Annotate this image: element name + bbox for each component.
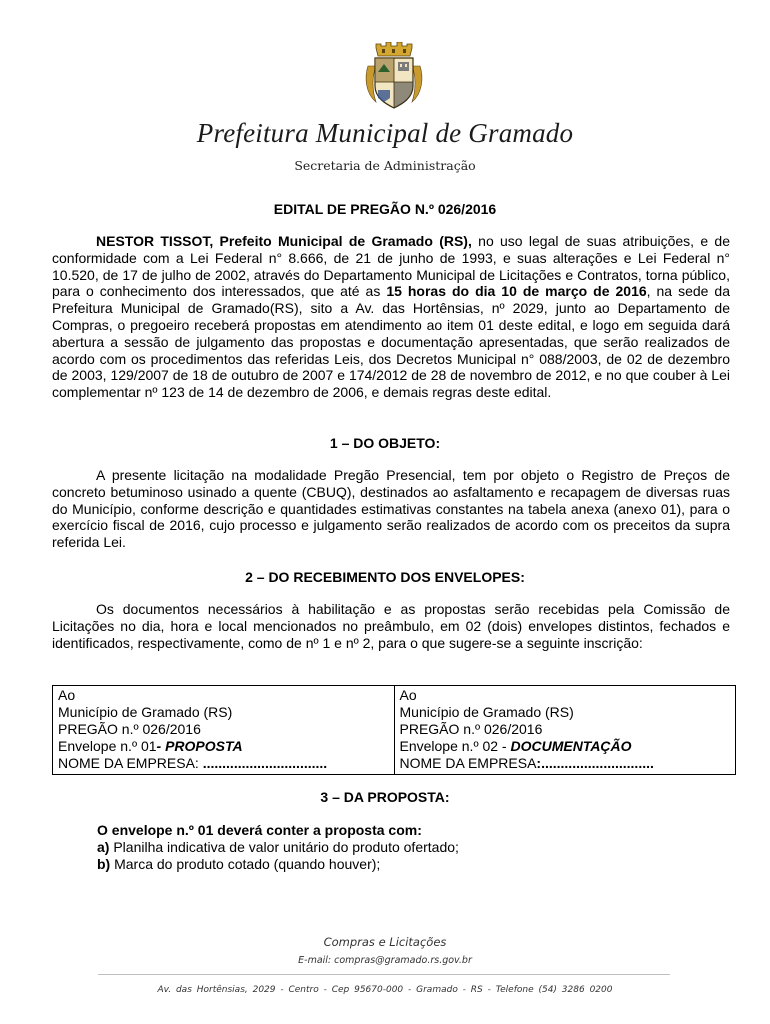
envelope-label-prefix: Envelope n.º 02 -	[399, 738, 511, 754]
envelope-inscription-table	[52, 685, 736, 775]
intro-bold-time: 15 horas do dia 10 de março de 2016	[386, 283, 647, 300]
list-item	[97, 856, 717, 873]
list-marker: a)	[97, 838, 110, 855]
envelope-cell-documentacao	[394, 686, 736, 775]
envelope-label-bold: - PROPOSTA	[156, 738, 243, 754]
section-3-heading: 3 – DA PROPOSTA:	[320, 789, 450, 805]
envelope-company-line	[400, 755, 731, 772]
envelope-line: Ao	[399, 687, 417, 703]
company-name-dots: ................................	[202, 755, 328, 771]
section-1-paragraph	[52, 467, 730, 551]
table-row	[53, 686, 736, 775]
intro-text-2: , na sede da Prefeitura Municipal de Gramado(RS), sito a Av. das Hortênsias, nº 2029, junto ao Departamento de Compras, o pregoeiro receberá propostas em atendimento ao item 01 deste edital, e logo em seguida dará abertura a sessão de julgamento das propostas e documentação apresentadas, que serão realizados de acordo com os procedimentos das referidas Leis, dos Decretos Municipal n° 088/2003, de 02 de dezembro de 2003, 129/2007 de 18 de outubro de 2007 e 174/2012 de 28 de novembro de 2012, e no que couber à Lei complementar nº 123 de 14 de dezembro de 2006, e demais regras deste edital.	[52, 283, 730, 401]
envelope-line: Município de Gramado (RS)	[58, 704, 233, 720]
list-marker: b)	[97, 855, 111, 872]
company-name-label: NOME DA EMPRESA	[399, 755, 537, 771]
org-title: Prefeitura Municipal de Gramado	[196, 118, 574, 148]
list-item-text: Planilha indicativa de valor unitário do produto ofertado;	[109, 838, 459, 855]
envelope-cell-proposta	[53, 686, 395, 775]
section-2-text: Os documentos necessários à habilitação e as propostas serão recebidas pela Comissão de Licitações no dia, hora e local mencionados no preâmbulo, em 02 (dois) envelopes distintos, fechados e identificados, respectivamente, como de nº 1 e nº 2, para o que sugere-se a seguinte inscrição:	[52, 601, 730, 651]
company-name-dots: :.............................	[536, 755, 654, 771]
envelope-label-prefix: Envelope n.º 01	[58, 738, 157, 754]
intro-text-1: no uso legal de suas atribuições, e de conformidade com a Lei Federal n° 8.666, de 21 de junho de 1993, e suas alterações e Lei Federal n° 10.520, de 17 de julho de 2002, através do Departamento Municipal de Licitações e Contratos, torna público, para o conhecimento dos interessados, que até as	[52, 233, 731, 300]
envelope-line: Município de Gramado (RS)	[399, 704, 574, 720]
section-2-heading: 2 – DO RECEBIMENTO DOS ENVELOPES:	[245, 569, 525, 585]
list-item	[97, 839, 717, 856]
section-2-paragraph	[52, 601, 730, 651]
envelope-label	[400, 738, 731, 755]
section-1-heading: 1 – DO OBJETO:	[329, 435, 441, 451]
envelope-line: PREGÃO n.º 026/2016	[399, 721, 543, 737]
footer-department: Compras e Licitações	[323, 935, 447, 949]
section-1-text: A presente licitação na modalidade Pregão Presencial, tem por objeto o Registro de Preços de concreto betuminoso usinado a quente (CBUQ), destinados ao asfaltamento e recapagem de diversas ruas do Município, conforme descrição e quantidades estimativas constantes na tabela anexa (anexo 01), para o exercício fiscal de 2016, cujo processo e julgamento serão realizados de acordo com os preceitos da supra referida Lei.	[52, 467, 730, 551]
proposal-lead-text: O envelope n.º 01 deverá conter a proposta com:	[97, 822, 422, 838]
intro-paragraph	[52, 233, 730, 401]
list-item-text: Marca do produto cotado (quando houver);	[110, 855, 381, 872]
footer-divider	[98, 974, 670, 975]
company-name-label: NOME DA EMPRESA:	[58, 755, 203, 771]
proposal-lead	[97, 822, 717, 839]
envelope-line: PREGÃO n.º 026/2016	[58, 721, 201, 737]
envelope-line: Ao	[58, 687, 76, 703]
envelope-label	[58, 738, 389, 755]
envelope-company-line	[58, 755, 389, 772]
intro-bold-lead: NESTOR TISSOT, Prefeito Municipal de Gramado (RS),	[96, 233, 472, 249]
envelope-label-bold: DOCUMENTAÇÃO	[510, 738, 632, 754]
org-subtitle: Secretaria de Administração	[294, 158, 476, 173]
document-title: EDITAL DE PREGÃO N.º 026/2016	[273, 201, 497, 217]
coat-of-arms-icon	[364, 42, 424, 110]
footer-address: Av. das Hortênsias, 2029 - Centro - Cep 95670-000 - Gramado - RS - Telefone (54) 3286 0200	[157, 985, 613, 995]
proposal-requirements	[97, 822, 717, 872]
footer-email: E-mail: compras@gramado.rs.gov.br	[298, 955, 472, 966]
